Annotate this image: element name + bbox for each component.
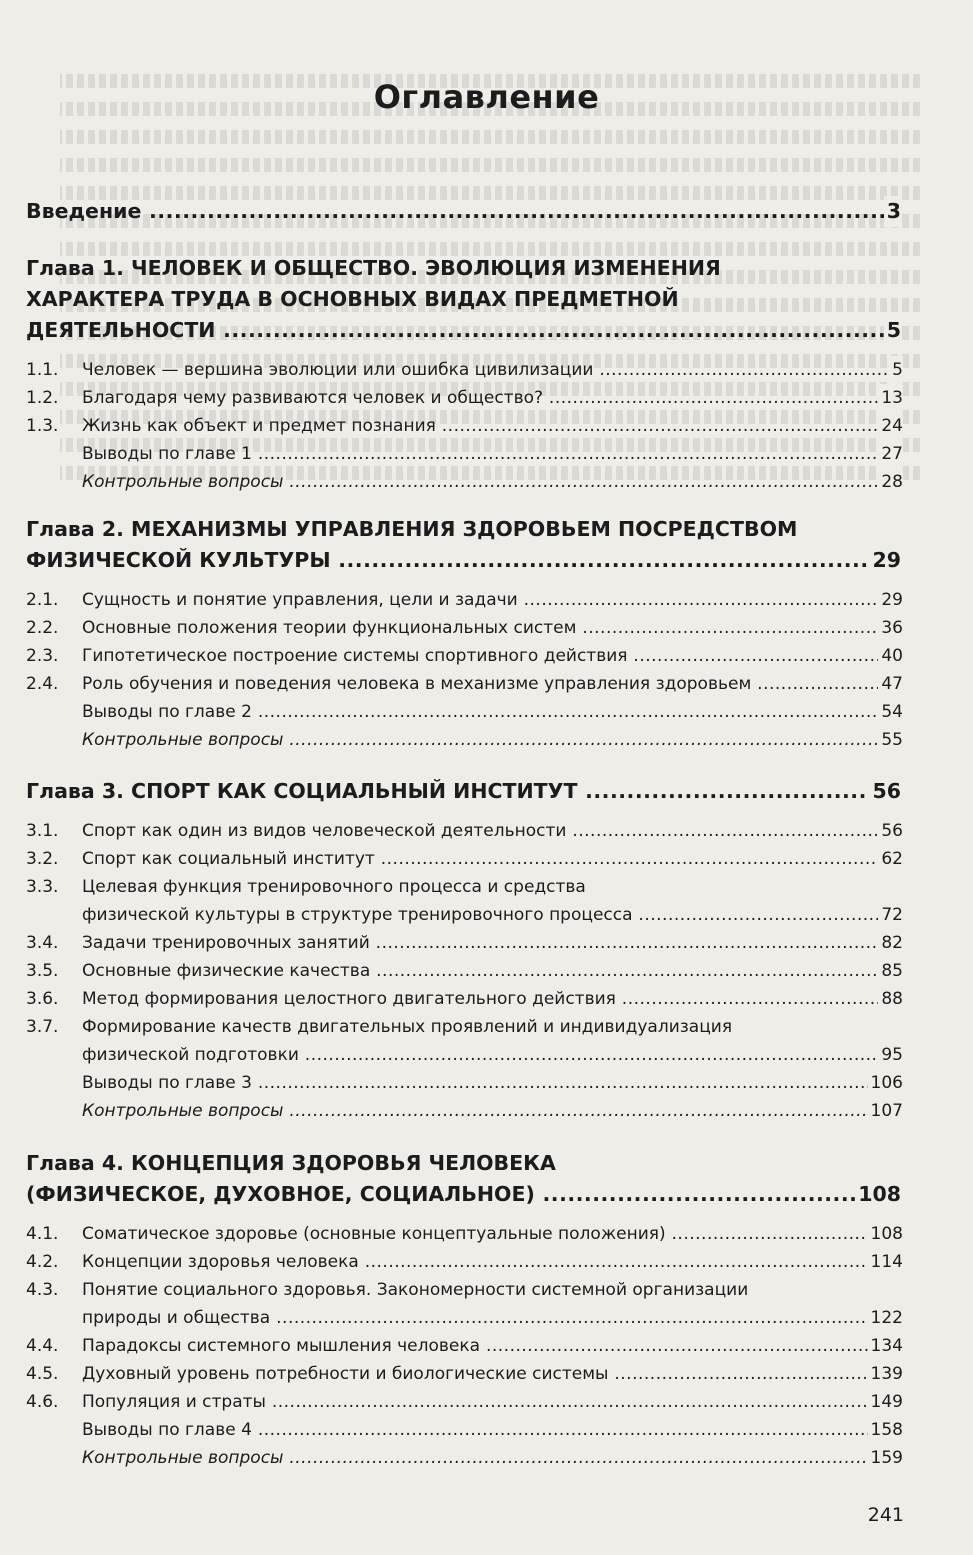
toc-intro [26,196,901,227]
toc-entry [26,1388,903,1416]
entry-line-text: Парадоксы системного мышления человека ..... [82,1336,903,1356]
section-number: 4.4. [26,1336,59,1356]
entry-line-text: Сущность и понятие управления, цели и задачи ..... [82,590,903,610]
entry-line-text: Спорт как один из видов человеческой деятельности ..... [82,821,903,841]
toc-entry [26,1013,903,1069]
section-number: 1.2. [26,388,59,408]
entry-line-text: Задачи тренировочных занятий ..... [82,933,903,953]
toc-entry [26,586,903,614]
page-ref: 149 [868,1388,903,1416]
page-ref: 95 [878,1041,903,1069]
entry-line [82,1304,903,1332]
toc-entry [26,412,903,440]
page-ref: 3 [884,196,901,227]
entry-line [82,1013,903,1041]
entry-line-text: физической культуры в структуре тренировочного процесса ..... [82,905,903,925]
chapter-title-line [26,514,901,545]
entry-line [82,985,903,1013]
toc-entry-summary [26,698,903,726]
entry-line-text: Выводы по главе 1 ..... [82,444,903,464]
page-ref: 72 [878,901,903,929]
entry-line-text: Соматическое здоровье (основные концептуальные положения) ..... [82,1224,903,1244]
entry-line-text: Популяция и страты ..... [82,1392,903,1412]
entry-line-text: Формирование качеств двигательных проявлений и индивидуализация [82,1017,733,1037]
page-ref: 62 [878,845,903,873]
entry-line-text: Основные положения теории функциональных систем ..... [82,618,903,638]
entry-line [82,1041,903,1069]
entry-line [82,1097,903,1125]
chapter-title-line-text: Глава 3. СПОРТ КАК СОЦИАЛЬНЫЙ ИНСТИТУТ ..... [26,779,901,803]
page-ref: 5 [889,356,903,384]
entry-line [82,1248,903,1276]
entry-line [82,1416,903,1444]
page-ref: 24 [878,412,903,440]
page-ref: 47 [878,670,903,698]
page-ref: 88 [878,985,903,1013]
entry-line-text: Выводы по главе 4 ..... [82,1420,903,1440]
section-number: 4.2. [26,1252,59,1272]
chapter-heading [26,776,901,807]
entry-line-text: Контрольные вопросы ..... [82,472,903,492]
chapter-heading [26,1148,901,1210]
page-ref: 5 [884,315,901,346]
section-number: 4.6. [26,1392,59,1412]
entry-line-text: Жизнь как объект и предмет познания ..... [82,416,903,436]
entry-line [82,957,903,985]
toc-entry [26,845,903,873]
section-number: 4.5. [26,1364,59,1384]
toc-entry-questions [26,468,903,496]
entry-line [82,1444,903,1472]
page-ref: 139 [868,1360,903,1388]
section-number: 3.2. [26,849,59,869]
entry-line-text: физической подготовки ..... [82,1045,903,1065]
page-title: Оглавление [373,78,600,116]
section-number: 1.3. [26,416,59,436]
page-ref: 56 [878,817,903,845]
chapter-title-line-text: Глава 4. КОНЦЕПЦИЯ ЗДОРОВЬЯ ЧЕЛОВЕКА [26,1151,556,1175]
entry-line-text: Основные физические качества ..... [82,961,903,981]
chapter-title-line-text: ДЕЯТЕЛЬНОСТИ ..... [26,318,901,342]
page-ref: 114 [868,1248,903,1276]
page-ref: 107 [868,1097,903,1125]
entry-line [82,1276,903,1304]
toc-entry-summary [26,440,903,468]
page-number: 241 [867,1504,904,1526]
toc-entry-summary [26,1416,903,1444]
section-number: 2.1. [26,590,59,610]
entry-line-text: Выводы по главе 2 ..... [82,702,903,722]
page-ref: 159 [868,1444,903,1472]
entry-line-text: Понятие социального здоровья. Закономерности системной организации [82,1280,749,1300]
page-ref: 85 [878,957,903,985]
entry-line [82,412,903,440]
page-ref: 27 [878,440,903,468]
toc-entry [26,356,903,384]
chapter-title-line-text: Глава 1. ЧЕЛОВЕК И ОБЩЕСТВО. ЭВОЛЮЦИЯ ИЗМЕНЕНИЯ [26,256,721,280]
entry-line [82,614,903,642]
entry-line-text: Концепции здоровья человека ..... [82,1252,903,1272]
entry-line [82,1069,903,1097]
entry-line [82,384,903,412]
section-number: 1.1. [26,360,59,380]
toc-entry [26,670,903,698]
entry-line-text: Роль обучения и поведения человека в механизме управления здоровьем ..... [82,674,903,694]
toc-entry [26,614,903,642]
section-number: 4.3. [26,1280,59,1300]
chapter-title-line-text: (ФИЗИЧЕСКОЕ, ДУХОВНОЕ, СОЦИАЛЬНОЕ) ..... [26,1182,901,1206]
page-ref: 56 [869,776,901,807]
page-ref: 106 [868,1069,903,1097]
toc-entry-questions [26,726,903,754]
entry-line-text: Контрольные вопросы ..... [82,1448,903,1468]
page-ref: 13 [878,384,903,412]
chapter-title-line-text: ХАРАКТЕРА ТРУДА В ОСНОВНЫХ ВИДАХ ПРЕДМЕТНОЙ [26,287,679,311]
entry-line [82,1360,903,1388]
entry-line-text: Выводы по главе 3 ..... [82,1073,903,1093]
section-number: 2.4. [26,674,59,694]
page-ref: 55 [878,726,903,754]
page-ref: 29 [869,545,901,576]
entry-line [82,440,903,468]
entry-line-text: природы и общества ..... [82,1308,903,1328]
chapter-heading [26,253,901,346]
entry-line [82,873,903,901]
page-ref: 29 [878,586,903,614]
toc-entry [26,1248,903,1276]
section-number: 3.7. [26,1017,59,1037]
chapter-title-line [26,253,901,284]
entry-line [82,1388,903,1416]
page-ref: 108 [855,1179,901,1210]
page-ref: 28 [878,468,903,496]
page-ref: 36 [878,614,903,642]
toc-entry [26,1276,903,1332]
chapter-heading [26,514,901,576]
section-number: 3.1. [26,821,59,841]
entry-line-text: Гипотетическое построение системы спортивного действия ..... [82,646,903,666]
page-ref: 40 [878,642,903,670]
entry-line [82,901,903,929]
toc-entry [26,929,903,957]
toc-entry [26,384,903,412]
entry-line [82,586,903,614]
entry-line-text: Благодаря чему развиваются человек и общество? ..... [82,388,903,408]
entry-line [82,817,903,845]
toc-entry [26,873,903,929]
section-number: 3.5. [26,961,59,981]
chapter-title-line [26,1179,901,1210]
page-ref: 134 [868,1332,903,1360]
entry-line [82,642,903,670]
toc-entry-summary [26,1069,903,1097]
page-ref: 108 [868,1220,903,1248]
intro-line [26,196,901,227]
chapter-title-line [26,315,901,346]
section-number: 3.4. [26,933,59,953]
chapter-title-line [26,545,901,576]
entry-line [82,468,903,496]
toc-entry [26,1332,903,1360]
chapter-title-line [26,1148,901,1179]
toc-entry [26,1360,903,1388]
page-ref: 158 [868,1416,903,1444]
entry-line [82,670,903,698]
toc-entry [26,1220,903,1248]
chapter-title-line-text: Глава 2. МЕХАНИЗМЫ УПРАВЛЕНИЯ ЗДОРОВЬЕМ ПОСРЕДСТВОМ [26,517,798,541]
toc-entry [26,985,903,1013]
entry-line-text: Целевая функция тренировочного процесса и средства [82,877,586,897]
chapter-title-line-text: ФИЗИЧЕСКОЙ КУЛЬТУРЫ ..... [26,548,901,572]
entry-line-text: Человек — вершина эволюции или ошибка цивилизации ..... [82,360,903,380]
page-ref: 122 [868,1304,903,1332]
toc-entry-questions [26,1444,903,1472]
entry-line-text: Контрольные вопросы ..... [82,730,903,750]
page-ref: 54 [878,698,903,726]
entry-line-text: Спорт как социальный институт ..... [82,849,903,869]
entry-line [82,845,903,873]
section-number: 2.3. [26,646,59,666]
entry-line-text: Контрольные вопросы ..... [82,1101,903,1121]
intro-line-text: Введение ..... [26,199,901,223]
entry-line [82,1332,903,1360]
chapter-title-line [26,284,901,315]
toc-entry-questions [26,1097,903,1125]
entry-line [82,1220,903,1248]
toc-entry [26,957,903,985]
entry-line-text: Духовный уровень потребности и биологические системы ..... [82,1364,903,1384]
entry-line [82,356,903,384]
entry-line-text: Метод формирования целостного двигательного действия ..... [82,989,903,1009]
entry-line [82,929,903,957]
toc-entry [26,817,903,845]
section-number: 3.3. [26,877,59,897]
toc-entry [26,642,903,670]
entry-line [82,698,903,726]
section-number: 2.2. [26,618,59,638]
section-number: 4.1. [26,1224,59,1244]
page-ref: 82 [878,929,903,957]
section-number: 3.6. [26,989,59,1009]
chapter-title-line [26,776,901,807]
entry-line [82,726,903,754]
